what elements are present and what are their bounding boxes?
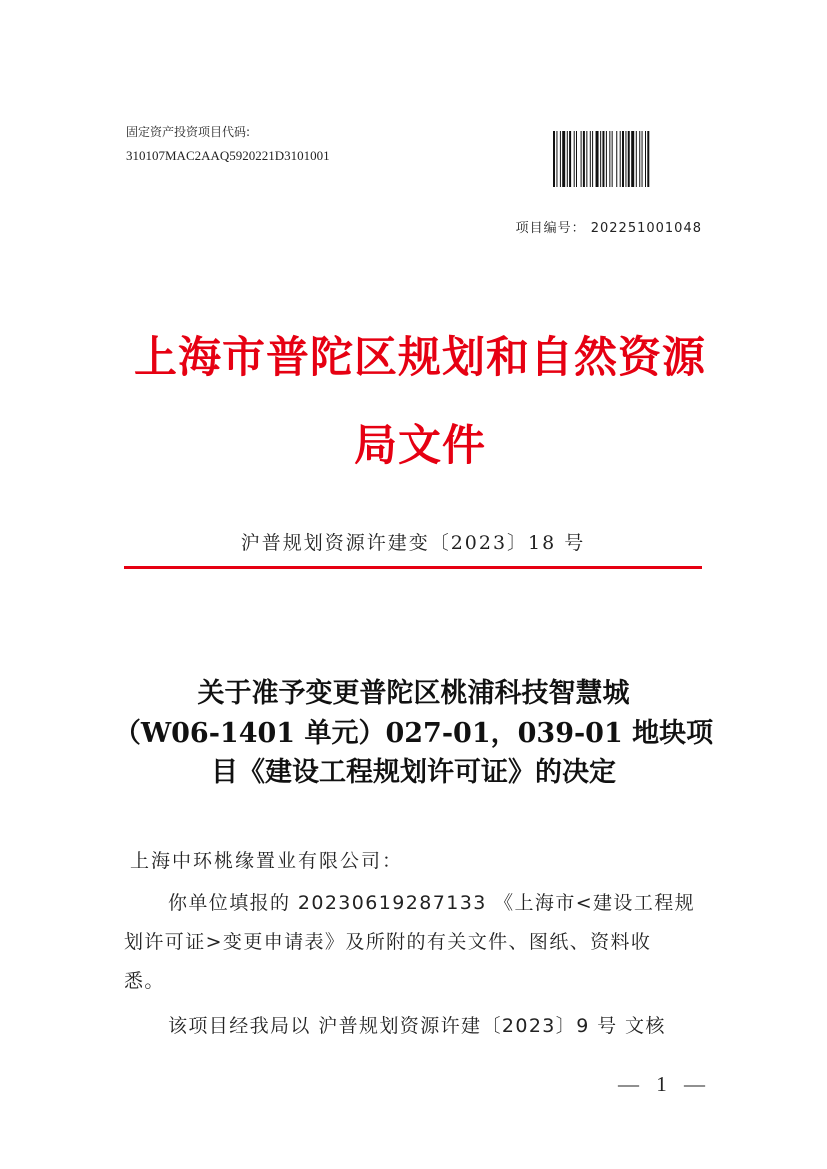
salutation: 上海中环桃缘置业有限公司： [130, 850, 404, 872]
document-title-line1: 关于准予变更普陀区桃浦科技智慧城 [197, 678, 630, 709]
page-number: — 1 — [618, 1072, 711, 1096]
paragraph2-line1: 该项目经我局以 沪普规划资源许建〔2023〕9 号 文核 [168, 1015, 666, 1037]
fixed-asset-code-label: 固定资产投资项目代码: [126, 125, 251, 139]
fixed-asset-code: 310107MAC2AAQ5920221D3101001 [126, 148, 330, 163]
document-title-line3: 目《建设工程规划许可证》的决定 [211, 757, 616, 788]
document-title-line2: （W06-1401 单元）027-01，039-01 地块项 [113, 718, 714, 749]
issuer-title-line1: 上海市普陀区规划和自然资源 [134, 333, 706, 383]
paragraph1-line3: 悉。 [124, 970, 165, 992]
barcode [553, 131, 692, 187]
document-number: 沪普规划资源许建变〔2023〕18 号 [240, 532, 586, 554]
issuer-title-line2: 局文件 [354, 421, 486, 471]
red-divider [124, 566, 702, 569]
paragraph1-line2: 划许可证>变更申请表》及所附的有关文件、图纸、资料收 [124, 931, 652, 953]
project-number: 项目编号： 202251001048 [515, 221, 702, 236]
paragraph1-line1: 你单位填报的 20230619287133 《上海市<建设工程规 [168, 892, 696, 914]
